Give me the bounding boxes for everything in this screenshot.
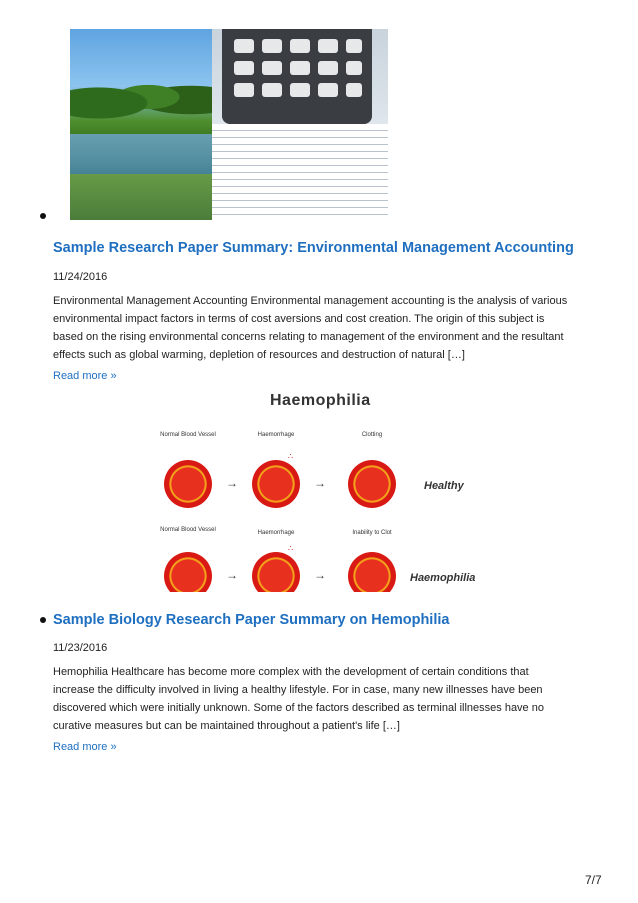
page-number: 7/7 bbox=[585, 873, 602, 887]
blood-vessel-cell bbox=[348, 460, 396, 508]
blood-vessel-cell bbox=[252, 552, 300, 592]
calculator-graphic bbox=[222, 29, 372, 124]
arrow-right-icon: → bbox=[314, 568, 326, 582]
post-date: 11/23/2016 bbox=[53, 642, 108, 654]
hemophilia-diagram-image[interactable]: Haemophilia Normal Blood Vessel Haemorrhage Clotting → ∴ → Healthy Normal Blood Vessel Haemorrhage Inability to Clot → ∴ → Haemophilia bbox=[160, 392, 490, 592]
blood-vessel-cell bbox=[164, 552, 212, 592]
post-title-link[interactable]: Sample Biology Research Paper Summary on Hemophilia bbox=[53, 612, 450, 628]
spreadsheet-graphic bbox=[212, 124, 388, 220]
list-bullet bbox=[40, 213, 46, 219]
post-date: 11/24/2016 bbox=[53, 271, 108, 283]
blood-drops-icon: ∴ bbox=[288, 452, 294, 461]
read-more-link[interactable]: Read more » bbox=[53, 741, 117, 753]
arrow-right-icon: → bbox=[226, 476, 238, 490]
post-excerpt: Environmental Management Accounting Environmental management accounting is the analysis of various environmental impact factors in terms of cost aversions and cost creation. The origin of this subject is based on the rising environmental concerns relating to management of the environment and the resultant effects such as global warming, depletion of resources and destruction of natural […] bbox=[53, 295, 568, 361]
blood-vessel-cell bbox=[348, 552, 396, 592]
environment-accounting-image[interactable] bbox=[70, 29, 388, 220]
post-excerpt: Hemophilia Healthcare has become more complex with the development of certain conditions that increase the difficulty involved in living a healthy lifestyle. For in case, many new illnesses have been discovered which were initially unknown. Some of the factors described as terminal illnesses have no curative measures but can be maintained throughout a patient's life […] bbox=[53, 666, 544, 732]
hemophilia-image-title: Haemophilia bbox=[270, 392, 371, 409]
arrow-right-icon: → bbox=[314, 476, 326, 490]
arrow-right-icon: → bbox=[226, 568, 238, 582]
blood-vessel-cell bbox=[164, 460, 212, 508]
haemophilia-label: Haemophilia bbox=[410, 572, 476, 584]
healthy-label: Healthy bbox=[424, 480, 464, 492]
read-more-link[interactable]: Read more » bbox=[53, 370, 117, 382]
blood-vessel-cell bbox=[252, 460, 300, 508]
list-bullet bbox=[40, 617, 46, 623]
post-title-link[interactable]: Sample Research Paper Summary: Environmental Management Accounting bbox=[53, 240, 574, 256]
blood-drops-icon: ∴ bbox=[288, 544, 294, 553]
